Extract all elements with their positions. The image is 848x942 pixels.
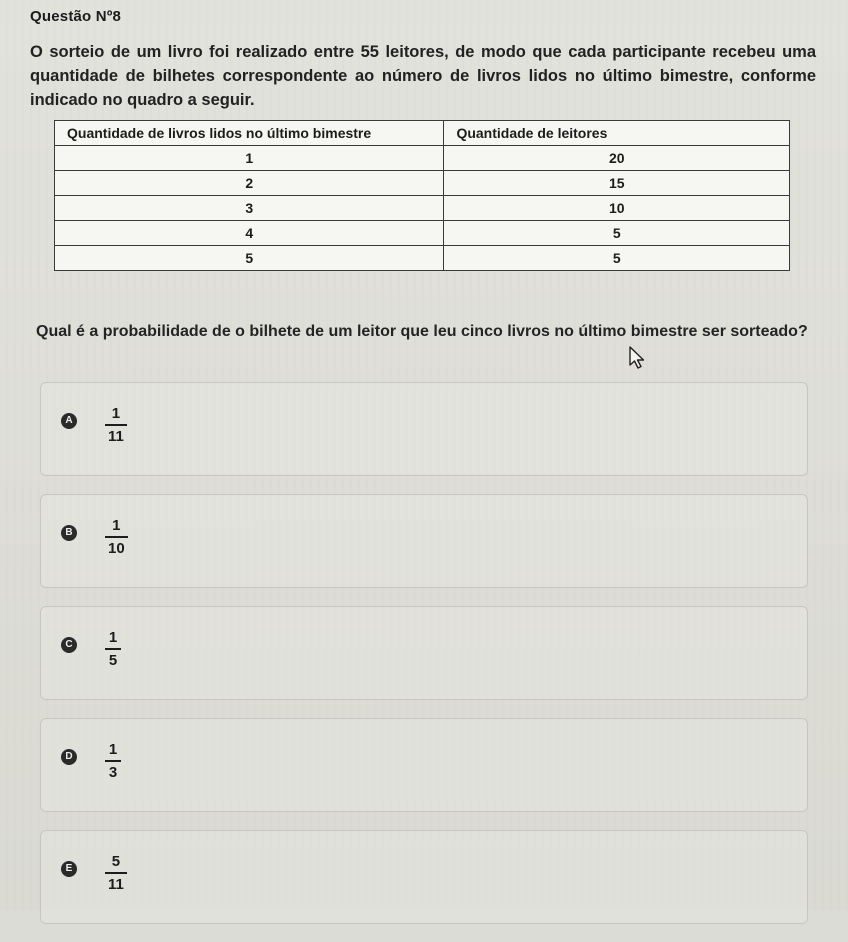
table-row bbox=[55, 146, 790, 171]
table-cell-readers: 20 bbox=[444, 146, 790, 171]
fraction bbox=[105, 405, 127, 446]
fraction-bar bbox=[105, 536, 128, 538]
table-cell-readers: 10 bbox=[444, 196, 790, 221]
fraction bbox=[105, 629, 121, 670]
fraction-numerator: 1 bbox=[112, 517, 121, 534]
fraction bbox=[105, 741, 121, 782]
table-cell-readers: 5 bbox=[444, 221, 790, 246]
fraction-numerator: 1 bbox=[108, 741, 118, 758]
fraction-bar bbox=[105, 424, 127, 426]
table-header-readers: Quantidade de leitores bbox=[444, 121, 790, 146]
answer-options bbox=[40, 382, 808, 942]
table-cell-books: 1 bbox=[55, 146, 444, 171]
option-a[interactable] bbox=[40, 382, 808, 476]
fraction-bar bbox=[105, 760, 121, 762]
readers-table bbox=[54, 120, 790, 271]
option-letter: E bbox=[61, 861, 77, 877]
fraction-numerator: 1 bbox=[111, 405, 121, 422]
mouse-pointer-icon bbox=[628, 346, 648, 370]
table-header-books: Quantidade de livros lidos no último bimestre bbox=[55, 121, 444, 146]
fraction-denominator: 11 bbox=[108, 876, 124, 893]
fraction-numerator: 5 bbox=[111, 853, 121, 870]
fraction-denominator: 5 bbox=[108, 652, 118, 669]
table-cell-readers: 5 bbox=[444, 246, 790, 271]
fraction-denominator: 11 bbox=[108, 428, 124, 445]
option-letter: B bbox=[61, 525, 77, 541]
table-row bbox=[55, 221, 790, 246]
question-title: Questão Nº8 bbox=[30, 8, 122, 25]
option-c[interactable] bbox=[40, 606, 808, 700]
question-prompt: Qual é a probabilidade de o bilhete de um leitor que leu cinco livros no último bimestre ser sorteado? bbox=[36, 323, 808, 340]
fraction-denominator: 3 bbox=[108, 764, 118, 781]
fraction-bar bbox=[105, 872, 127, 874]
table-cell-books: 4 bbox=[55, 221, 444, 246]
option-b[interactable] bbox=[40, 494, 808, 588]
option-letter: D bbox=[61, 749, 77, 765]
question-text: O sorteio de um livro foi realizado entre 55 leitores, de modo que cada participante recebeu uma quantidade de bilhetes correspondente ao número de livros lidos no último bimestre, conforme indicado no quadro a seguir. bbox=[30, 43, 816, 109]
fraction bbox=[105, 853, 127, 894]
table-cell-books: 2 bbox=[55, 171, 444, 196]
fraction bbox=[105, 517, 128, 558]
table-row bbox=[55, 171, 790, 196]
table-cell-books: 5 bbox=[55, 246, 444, 271]
option-letter: C bbox=[61, 637, 77, 653]
table-header-row bbox=[55, 121, 790, 146]
option-d[interactable] bbox=[40, 718, 808, 812]
table-row bbox=[55, 196, 790, 221]
fraction-numerator: 1 bbox=[108, 629, 118, 646]
table-cell-books: 3 bbox=[55, 196, 444, 221]
option-letter: A bbox=[61, 413, 77, 429]
table-cell-readers: 15 bbox=[444, 171, 790, 196]
table-row bbox=[55, 246, 790, 271]
fraction-denominator: 10 bbox=[108, 540, 125, 557]
fraction-bar bbox=[105, 648, 121, 650]
